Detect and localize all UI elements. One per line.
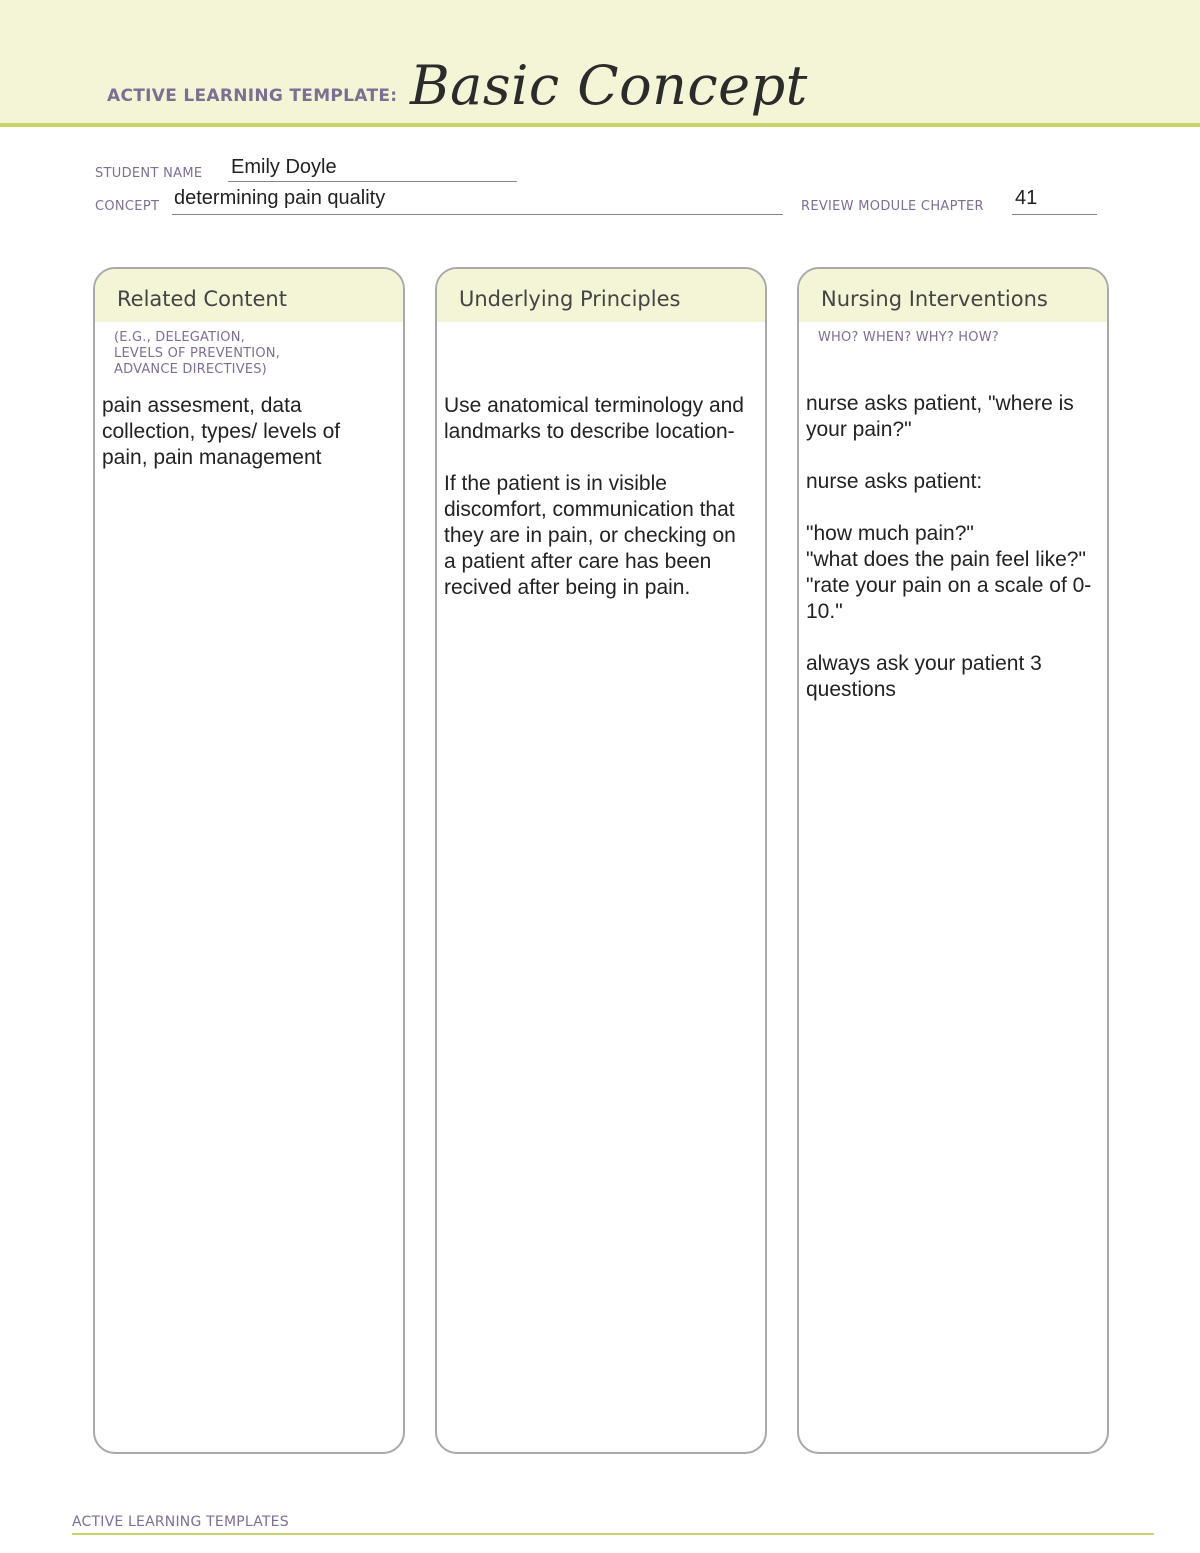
concept-field[interactable]: determining pain quality	[174, 187, 386, 209]
intervention-paragraph: always ask your patient 3 questions	[806, 652, 1042, 701]
related-content-panel	[93, 267, 405, 1454]
review-module-line	[1012, 214, 1097, 215]
related-content-hint	[114, 330, 280, 378]
concept-line	[172, 214, 783, 215]
related-content-hint-line: LEVELS OF PREVENTION,	[114, 346, 281, 361]
underlying-principles-title: Underlying Principles	[459, 287, 681, 311]
nursing-interventions-header	[799, 269, 1107, 322]
review-module-field[interactable]: 41	[1015, 187, 1038, 209]
intervention-paragraph: "what does the pain feel like?"	[806, 548, 1086, 571]
template-label: ACTIVE LEARNING TEMPLATE:	[107, 86, 398, 106]
related-content-body[interactable]	[102, 393, 389, 471]
student-name-label: STUDENT NAME	[95, 166, 203, 181]
template-title: Basic Concept	[410, 54, 808, 117]
nursing-interventions-title: Nursing Interventions	[821, 287, 1048, 311]
related-content-hint-line: ADVANCE DIRECTIVES)	[114, 362, 267, 377]
nursing-interventions-body[interactable]	[806, 391, 1093, 703]
principle-paragraph: If the patient is in visible discomfort, communication that they are in pain, or checking on a patient after care has been recived after being in pain.	[444, 472, 736, 599]
underlying-principles-body[interactable]	[444, 393, 751, 601]
intervention-paragraph: nurse asks patient:	[806, 470, 983, 493]
underlying-principles-panel	[435, 267, 767, 1454]
related-content-hint-line: (E.G., DELEGATION,	[114, 330, 245, 345]
footer-label: ACTIVE LEARNING TEMPLATES	[72, 1514, 289, 1530]
related-content-title: Related Content	[117, 287, 287, 311]
principle-paragraph: Use anatomical terminology and landmarks to describe location-	[444, 394, 744, 443]
related-content-header	[95, 269, 403, 322]
underlying-principles-header	[437, 269, 765, 322]
footer-divider	[72, 1533, 1154, 1535]
student-name-line	[228, 181, 517, 182]
intervention-paragraph: "how much pain?"	[806, 522, 974, 545]
concept-label: CONCEPT	[95, 199, 160, 214]
student-name-field[interactable]: Emily Doyle	[231, 156, 337, 178]
intervention-paragraph: nurse asks patient, "where is your pain?"	[806, 392, 1074, 441]
review-module-label: REVIEW MODULE CHAPTER	[801, 199, 984, 214]
intervention-paragraph: "rate your pain on a scale of 0-10."	[806, 574, 1092, 623]
header-divider	[0, 123, 1200, 127]
nursing-interventions-panel	[797, 267, 1109, 1454]
related-content-text: pain assesment, data collection, types/ levels of pain, pain management	[102, 394, 341, 469]
nursing-interventions-hint: WHO? WHEN? WHY? HOW?	[818, 330, 999, 345]
